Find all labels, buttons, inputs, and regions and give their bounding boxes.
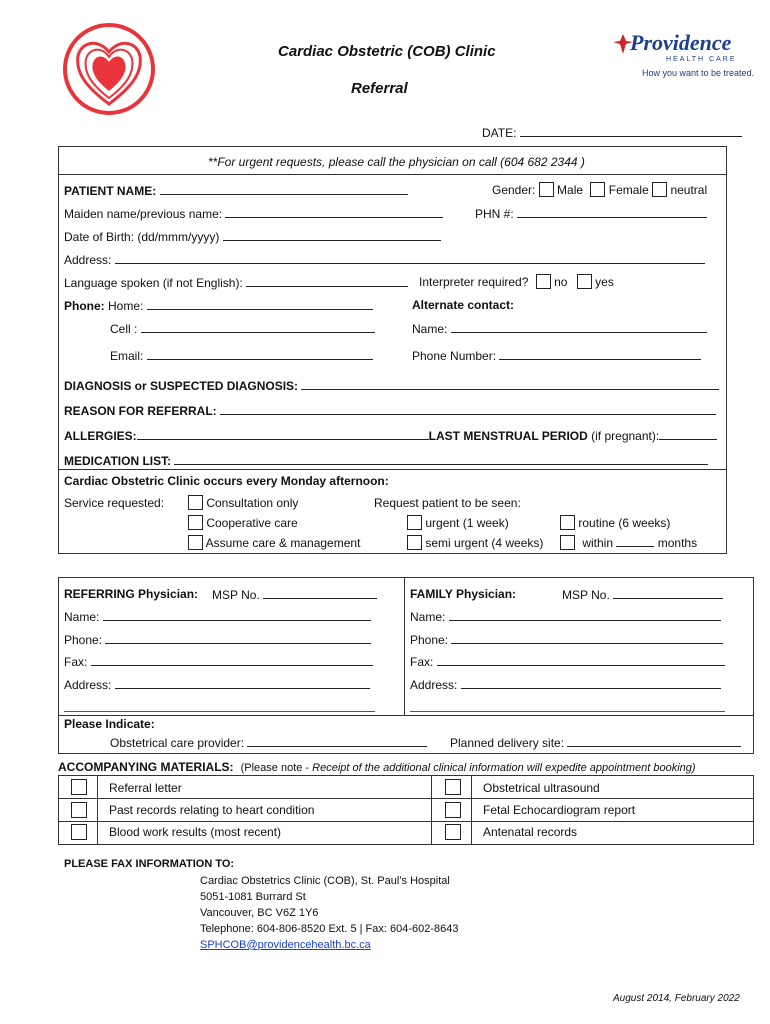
maiden-name-field[interactable] [64, 206, 443, 221]
routine-option[interactable] [560, 515, 670, 530]
date-field[interactable] [482, 125, 742, 140]
fax-line-2: 5051-1081 Burrard St [200, 891, 306, 903]
urgent-note: **For urgent requests, please call the physician on call (604 682 2344 ) [208, 155, 585, 169]
email-label: Email: [110, 349, 144, 363]
delivery-site-field[interactable] [450, 735, 741, 750]
family-phone-field[interactable] [410, 632, 723, 647]
referring-msp-field[interactable] [212, 587, 377, 602]
semi-urgent-checkbox[interactable] [407, 535, 422, 550]
cell-label: Cell : [110, 322, 138, 336]
cooperative-option[interactable] [188, 515, 298, 530]
interpreter-label: Interpreter required? [419, 275, 529, 289]
materials-note: Receipt of the additional clinical information will expedite appointment booking) [312, 762, 696, 774]
referral-letter-checkbox[interactable] [71, 779, 87, 795]
alt-phone-field[interactable] [412, 348, 701, 363]
routine-label: routine (6 weeks) [578, 516, 671, 530]
ultrasound-label: Obstetrical ultrasound [483, 781, 600, 795]
neutral-label: neutral [670, 183, 708, 197]
seen-label: Request patient to be seen: [374, 496, 521, 510]
referring-label: REFERRING Physician: [64, 587, 199, 601]
fax-line-4: Telephone: 604-806-8520 Ext. 5 | Fax: 604-602-8643 [200, 923, 459, 935]
assume-care-label: Assume care & management [205, 536, 361, 550]
urgent-option[interactable] [407, 515, 509, 530]
alt-name-field[interactable] [412, 321, 707, 336]
care-provider-field[interactable] [110, 735, 427, 750]
semi-urgent-option[interactable] [407, 535, 543, 550]
interpreter-field [419, 274, 614, 289]
gender-label: Gender: [492, 183, 536, 197]
footer-date: August 2014, February 2022 [613, 993, 740, 1004]
blood-work-label: Blood work results (most recent) [109, 825, 282, 839]
allergies-field[interactable] [64, 428, 717, 443]
male-checkbox[interactable] [539, 182, 554, 197]
language-label: Language spoken (if not English): [64, 276, 243, 290]
family-msp-field[interactable] [562, 587, 723, 602]
diagnosis-label: DIAGNOSIS or SUSPECTED DIAGNOSIS: [64, 379, 299, 393]
within-checkbox[interactable] [560, 535, 575, 550]
materials-note-prefix: (Please note - [240, 762, 310, 774]
referring-fax-field[interactable] [64, 654, 373, 669]
referring-phone-field[interactable] [64, 632, 371, 647]
gender-field [492, 182, 707, 197]
phn-field[interactable] [475, 206, 707, 221]
family-msp-label: MSP No. [562, 588, 610, 602]
address-label: Address: [64, 253, 112, 267]
materials-heading [58, 760, 696, 774]
alt-name-label: Name: [412, 322, 448, 336]
patient-name-label: PATIENT NAME: [64, 184, 157, 198]
cooperative-label: Cooperative care [206, 516, 298, 530]
care-provider-label: Obstetrical care provider: [110, 736, 245, 750]
family-label: FAMILY Physician: [410, 587, 517, 601]
consultation-checkbox[interactable] [188, 495, 203, 510]
materials-table [58, 775, 754, 845]
neutral-checkbox[interactable] [652, 182, 667, 197]
male-label: Male [557, 183, 584, 197]
semi-urgent-label: semi urgent (4 weeks) [425, 536, 544, 550]
referral-letter-label: Referral letter [109, 781, 182, 795]
date-label: DATE: [482, 126, 517, 140]
clinic-schedule-note: Cardiac Obstetric Clinic occurs every Monday afternoon: [64, 474, 389, 488]
antenatal-label: Antenatal records [483, 825, 578, 839]
lmp-suffix: (if pregnant): [591, 429, 660, 443]
cell-field[interactable] [110, 321, 375, 336]
interpreter-yes-label: yes [595, 275, 614, 289]
family-phone-label: Phone: [410, 633, 449, 647]
assume-care-option[interactable] [188, 535, 360, 550]
female-label: Female [608, 183, 649, 197]
family-name-label: Name: [410, 610, 446, 624]
routine-checkbox[interactable] [560, 515, 575, 530]
maiden-name-label: Maiden name/previous name: [64, 207, 223, 221]
within-option[interactable] [560, 535, 697, 550]
family-fax-field[interactable] [410, 654, 725, 669]
assume-care-checkbox[interactable] [188, 535, 203, 550]
family-name-field[interactable] [410, 609, 721, 624]
reason-label: REASON FOR REFERRAL: [64, 404, 217, 418]
email-field[interactable] [110, 348, 373, 363]
female-checkbox[interactable] [590, 182, 605, 197]
phone-home-field[interactable] [64, 298, 373, 313]
dob-label: Date of Birth: (dd/mmm/yyyy) [64, 230, 220, 244]
family-address-label: Address: [410, 678, 458, 692]
fax-email-link[interactable]: SPHCOB@providencehealth.bc.ca [200, 939, 371, 951]
heart-logo [62, 22, 157, 117]
phone-label: Phone: [64, 299, 105, 313]
diagnosis-field[interactable] [64, 378, 719, 393]
interpreter-yes-checkbox[interactable] [577, 274, 592, 289]
blood-work-checkbox[interactable] [71, 824, 87, 840]
interpreter-no-label: no [554, 275, 568, 289]
referring-phone-label: Phone: [64, 633, 103, 647]
patient-name-field[interactable] [64, 183, 408, 198]
providence-logo [610, 26, 755, 86]
interpreter-no-checkbox[interactable] [536, 274, 551, 289]
echo-report-label: Fetal Echocardiogram report [483, 803, 636, 817]
dob-field[interactable] [64, 229, 441, 244]
materials-title: ACCOMPANYING MATERIALS: [58, 760, 234, 774]
referring-address-field[interactable] [64, 677, 370, 692]
phn-label: PHN #: [475, 207, 514, 221]
alt-phone-label: Phone Number: [412, 349, 497, 363]
past-records-label: Past records relating to heart condition [109, 803, 315, 817]
reason-field[interactable] [64, 403, 716, 418]
brand-name: Providence [630, 30, 732, 55]
ultrasound-checkbox[interactable] [445, 779, 461, 795]
consultation-option[interactable] [188, 495, 298, 510]
form-subtitle: Referral [351, 80, 408, 97]
fax-line-1: Cardiac Obstetrics Clinic (COB), St. Paul’s Hospital [200, 875, 450, 887]
consultation-label: Consultation only [206, 496, 299, 510]
months-label: months [657, 536, 698, 550]
language-field[interactable] [64, 275, 408, 290]
please-indicate-label: Please Indicate: [64, 717, 155, 731]
referring-name-label: Name: [64, 610, 100, 624]
fax-line-3: Vancouver, BC V6Z 1Y6 [200, 907, 319, 919]
brand-tagline: How you want to be treated. [642, 68, 755, 78]
medication-field[interactable] [64, 453, 708, 468]
urgent-label: urgent (1 week) [425, 516, 509, 530]
medication-label: MEDICATION LIST: [64, 454, 172, 468]
referring-name-field[interactable] [64, 609, 371, 624]
antenatal-checkbox[interactable] [445, 824, 461, 840]
allergies-label: ALLERGIES: [64, 429, 137, 443]
urgent-checkbox[interactable] [407, 515, 422, 530]
address-field[interactable] [64, 252, 705, 267]
family-fax-label: Fax: [410, 655, 434, 669]
family-address-field[interactable] [410, 677, 721, 692]
referring-address-line2[interactable] [64, 711, 375, 712]
referring-msp-label: MSP No. [212, 588, 260, 602]
service-requested-label: Service requested: [64, 496, 165, 510]
alt-contact-label: Alternate contact: [412, 298, 515, 312]
family-address-line2[interactable] [410, 711, 725, 712]
referring-fax-label: Fax: [64, 655, 88, 669]
echo-report-checkbox[interactable] [445, 802, 461, 818]
clinic-title: Cardiac Obstetric (COB) Clinic [278, 43, 496, 60]
home-label: Home: [108, 299, 144, 313]
referring-address-label: Address: [64, 678, 112, 692]
lmp-label: LAST MENSTRUAL PERIOD [428, 429, 588, 443]
within-label: within [582, 536, 614, 550]
delivery-site-label: Planned delivery site: [450, 736, 565, 750]
brand-sub: HEALTH CARE [666, 56, 737, 63]
past-records-checkbox[interactable] [71, 802, 87, 818]
fax-title: PLEASE FAX INFORMATION TO: [64, 858, 235, 870]
cooperative-checkbox[interactable] [188, 515, 203, 530]
